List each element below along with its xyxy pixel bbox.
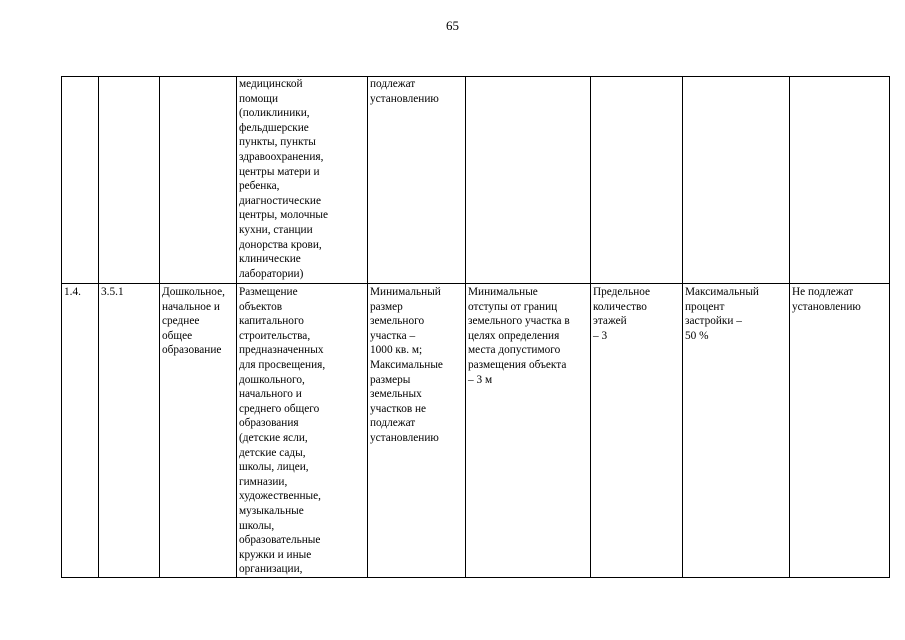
table-row (62, 284, 890, 578)
cell-plot-size: подлежат установлению (368, 77, 466, 284)
cell-plot-size: Минимальный размер земельного участка – 1000 кв. м; Максимальные размеры земельных участков не подлежат установлению (368, 284, 466, 578)
land-use-table (61, 76, 890, 578)
page-number: 65 (446, 18, 459, 33)
cell-coverage: Максимальный процент застройки – 50 % (683, 284, 790, 578)
cell-number: 1.4. (62, 284, 99, 578)
cell-setbacks: Минимальные отступы от границ земельного участка в целях определения места допустимого размещения объекта – 3 м (466, 284, 591, 578)
cell-floors (591, 77, 683, 284)
cell-use-description: Размещение объектов капитального строительства, предназначенных для просвещения, дошкольного, начального и среднего общего образования (детские ясли, детские сады, школы, лицеи, гимназии, художественные, музыкальные школы, образовательные кружки и иные организации, (237, 284, 368, 578)
table-row (62, 77, 890, 284)
cell-other: Не подлежат установлению (790, 284, 890, 578)
cell-coverage (683, 77, 790, 284)
cell-code (99, 77, 160, 284)
cell-number (62, 77, 99, 284)
cell-floors: Предельное количество этажей – 3 (591, 284, 683, 578)
cell-other (790, 77, 890, 284)
cell-use-name (160, 77, 237, 284)
cell-use-name: Дошкольное, начальное и среднее общее образование (160, 284, 237, 578)
cell-use-description: медицинской помощи (поликлиники, фельдшерские пункты, пункты здравоохранения, центры матери и ребенка, диагностические центры, молочные кухни, станции донорства крови, клинические лаборатории) (237, 77, 368, 284)
cell-setbacks (466, 77, 591, 284)
cell-code: 3.5.1 (99, 284, 160, 578)
